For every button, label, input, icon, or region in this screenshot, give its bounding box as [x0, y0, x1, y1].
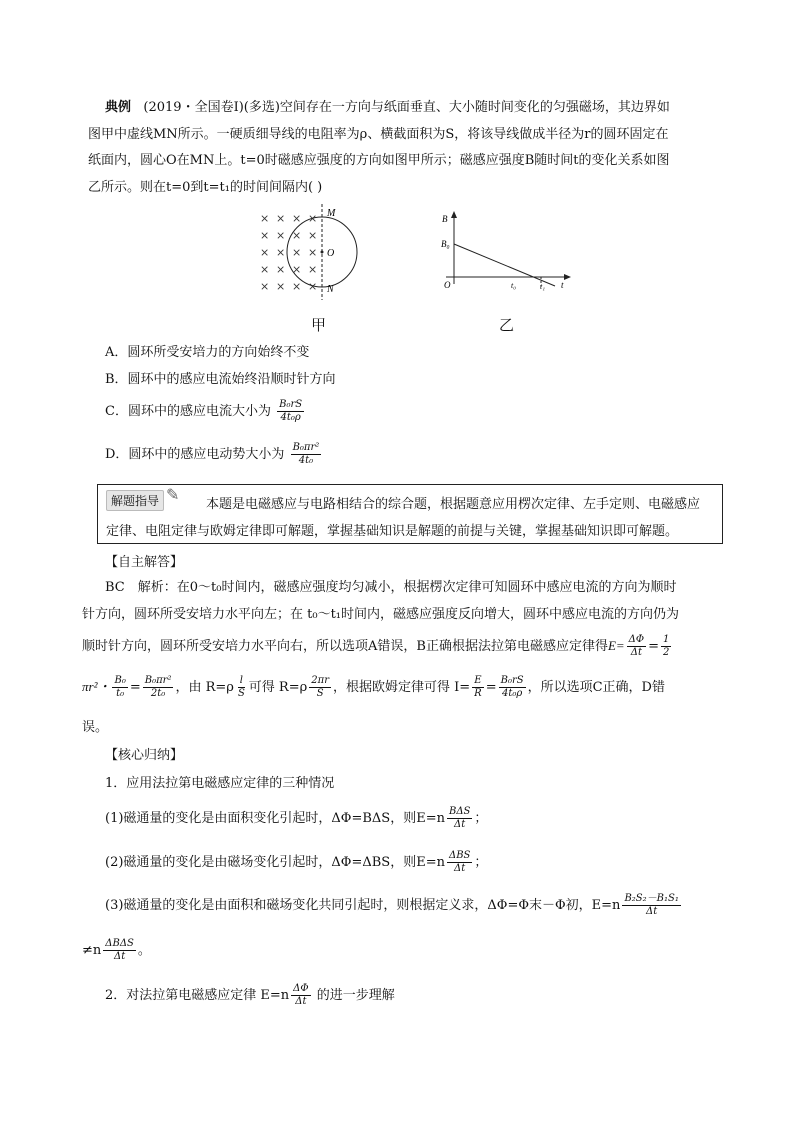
frac-emf	[143, 675, 174, 700]
field-cross: ×	[260, 212, 270, 225]
answer-line-3-E: E=	[607, 638, 625, 653]
case-1-end: ；	[474, 811, 488, 826]
guide-line-2: 定律、电阻定律与欧姆定律即可解题，掌握基础知识是解题的前提与关键，掌握基础知识即可解题。	[106, 524, 679, 539]
answer-text: ，所以选项C正确，D错	[527, 680, 665, 695]
item-2-fraction	[291, 983, 310, 1008]
equals-sign: =	[648, 639, 659, 654]
summary-item-2	[105, 983, 395, 1008]
option-D-text: D．圆环中的感应电动势大小为	[105, 447, 285, 462]
pen-icon: ✎	[166, 485, 180, 504]
case-3b-pre: ≠n	[82, 943, 102, 958]
frac-numerator: BΔS	[448, 806, 471, 817]
field-cross: ×	[260, 229, 270, 242]
answer-line-4-pre: πr²・	[82, 679, 111, 694]
label-origin: O	[444, 280, 451, 290]
frac-numerator: 1	[663, 634, 670, 645]
caption-yi: 乙	[499, 316, 515, 334]
example-line-1	[105, 96, 670, 115]
center-point	[321, 251, 324, 254]
label-N: N	[327, 284, 334, 295]
frac-numerator: B₀	[114, 675, 126, 686]
frac-numerator: B₀πr²	[144, 675, 172, 686]
summary-case-3	[105, 893, 683, 918]
case-3-fraction	[622, 893, 680, 918]
guide-line-1: 本题是电磁感应与电路相结合的综合题，根据题意应用楞次定律、左手定则、电磁感应	[206, 497, 701, 512]
summary-item-1: 1．应用法拉第电磁感应定律的三种情况	[105, 776, 335, 791]
frac-denominator: R	[474, 688, 482, 699]
cross-grid	[260, 212, 317, 293]
answer-heading: 【自主解答】	[105, 555, 184, 570]
x-arrow-icon	[564, 274, 571, 280]
label-B: B	[442, 214, 448, 224]
guide-box	[97, 484, 723, 544]
frac-denominator: Δt	[630, 647, 642, 658]
item-2-end: 的进一步理解	[312, 988, 395, 1003]
case-3-text: (3)磁通量的变化是由面积和磁场变化共同引起时，则根据定义求，ΔΦ=Φ末－Φ初，E=n	[105, 898, 621, 913]
case-1-fraction	[447, 806, 472, 831]
frac-current	[499, 675, 526, 700]
frac-numerator: l	[239, 675, 243, 686]
field-cross: ×	[276, 280, 286, 293]
frac-numerator: ΔBS	[448, 850, 471, 861]
frac-numerator: E	[474, 675, 482, 686]
answer-text: ，由 R=ρ	[175, 680, 234, 695]
option-C	[105, 399, 306, 424]
option-D-denominator: 4t₀	[298, 455, 314, 466]
field-cross: ×	[276, 212, 286, 225]
summary-case-3-cont	[82, 938, 151, 963]
example-line-2: 图甲中虚线MN所示。一硬质细导线的电阻率为ρ、横截面积为S，将该导线做成半径为r的圆环固定在	[88, 127, 669, 142]
frac-2pir-S	[309, 675, 331, 700]
example-line-3: 纸面内，圆心O在MN上。t=0时磁感应强度的方向如图甲所示；磁感应强度B随时间t的变化关系如图	[88, 153, 670, 168]
guide-badge: 解题指导	[106, 490, 164, 511]
summary-case-2	[105, 850, 487, 875]
case-3b-end: 。	[137, 943, 151, 958]
example-text-1: (2019・全国卷Ⅰ)(多选)空间存在一方向与纸面垂直、大小随时间变化的匀强磁场，其边界如	[143, 100, 670, 115]
field-cross: ×	[292, 212, 302, 225]
field-cross: ×	[260, 280, 270, 293]
frac-numerator: ΔBΔS	[105, 938, 134, 949]
option-C-denominator: 4t₀ρ	[280, 412, 301, 423]
frac-numerator: B₀rS	[500, 675, 524, 686]
frac-denominator: Δt	[295, 996, 307, 1007]
frac-denominator: S	[316, 688, 324, 699]
y-arrow-icon	[451, 211, 457, 218]
label-M: M	[327, 208, 336, 219]
case-3b-fraction	[103, 938, 136, 963]
option-C-fraction	[277, 399, 304, 424]
label-t1: t₁	[540, 282, 546, 291]
field-cross: ×	[276, 263, 286, 276]
option-A: A．圆环所受安培力的方向始终不变	[105, 345, 310, 360]
frac-numerator: ΔΦ	[628, 634, 645, 645]
field-cross: ×	[308, 246, 318, 259]
answer-text: 可得 R=ρ	[248, 680, 308, 695]
field-cross: ×	[292, 246, 302, 259]
field-cross: ×	[260, 246, 270, 259]
field-cross: ×	[260, 263, 270, 276]
example-line-4: 乙所示。则在t=0到t=t₁的时间间隔内( )	[88, 180, 323, 195]
field-cross: ×	[292, 263, 302, 276]
B-line	[454, 244, 555, 286]
frac-denominator: 2t₀	[150, 688, 166, 699]
frac-denominator: 4t₀ρ	[501, 688, 523, 699]
field-cross: ×	[276, 229, 286, 242]
label-t0: t₀	[511, 281, 517, 290]
frac-denominator: t₀	[116, 688, 125, 699]
frac-numerator: B₂S₂－B₁S₁	[624, 893, 679, 904]
answer-text: ，根据欧姆定律可得 I=	[332, 680, 471, 695]
frac-denominator: Δt	[646, 906, 658, 917]
option-C-numerator: B₀rS	[279, 399, 303, 410]
answer-line-5: 误。	[82, 720, 109, 735]
figure-B-t-graph	[440, 208, 580, 303]
label-O: O	[327, 248, 335, 259]
case-1-text: (1)磁通量的变化是由面积变化引起时，ΔΦ=BΔS，则E=n	[105, 811, 445, 826]
label-t: t	[561, 280, 564, 290]
example-label: 典例	[105, 100, 132, 115]
field-cross: ×	[308, 229, 318, 242]
answer-frac-dphi-dt	[627, 634, 646, 659]
guide-text	[98, 491, 716, 545]
field-cross: ×	[292, 280, 302, 293]
frac-denominator: 2	[663, 647, 670, 658]
frac-B0-t0	[112, 675, 127, 700]
frac-denominator: Δt	[113, 951, 126, 962]
frac-E-R	[472, 675, 484, 700]
field-cross: ×	[308, 212, 318, 225]
answer-line-4	[82, 675, 665, 700]
case-2-end: ；	[474, 855, 488, 870]
caption-jia: 甲	[311, 316, 327, 334]
frac-l-S	[236, 675, 247, 700]
frac-denominator: Δt	[454, 819, 466, 830]
case-2-fraction	[447, 850, 472, 875]
field-cross: ×	[276, 246, 286, 259]
item-2-text: 2．对法拉第电磁感应定律 E=n	[105, 988, 290, 1003]
option-D-fraction	[291, 442, 322, 467]
field-cross: ×	[308, 280, 318, 293]
frac-denominator: S	[237, 688, 245, 699]
frac-denominator: Δt	[454, 863, 466, 874]
figure-magnetic-field	[250, 200, 370, 305]
case-2-text: (2)磁通量的变化是由磁场变化引起时，ΔΦ=ΔBS，则E=n	[105, 855, 445, 870]
option-B: B．圆环中的感应电流始终沿顺时针方向	[105, 372, 336, 387]
field-cross: ×	[292, 229, 302, 242]
summary-heading: 【核心归纳】	[105, 748, 184, 763]
option-D-numerator: B₀πr²	[292, 442, 320, 453]
equals-sign: =	[129, 680, 141, 695]
option-D	[105, 442, 323, 467]
frac-numerator: ΔΦ	[293, 983, 309, 994]
equals-sign: =	[485, 680, 497, 695]
label-B0: B₀	[441, 239, 450, 249]
frac-numerator: 2πr	[311, 675, 329, 686]
option-C-text: C．圆环中的感应电流大小为	[105, 404, 271, 419]
answer-line-3-text: 顺时针方向，圆环所受安培力水平向右，所以选项A错误，B正确根据法拉第电磁感应定律得	[82, 639, 608, 654]
answer-line-3	[82, 634, 673, 659]
answer-line-2: 针方向，圆环所受安培力水平向左；在 t₀～t₁时间内，磁感应强度反向增大，圆环中感应电流的方向仍为	[82, 607, 680, 622]
answer-line-1: BC 解析：在0～t₀时间内，磁感应强度均匀减小，根据楞次定律可知圆环中感应电流的方向为顺时	[105, 580, 677, 595]
answer-frac-half	[661, 634, 671, 659]
field-cross: ×	[308, 263, 318, 276]
summary-case-1	[105, 806, 487, 831]
